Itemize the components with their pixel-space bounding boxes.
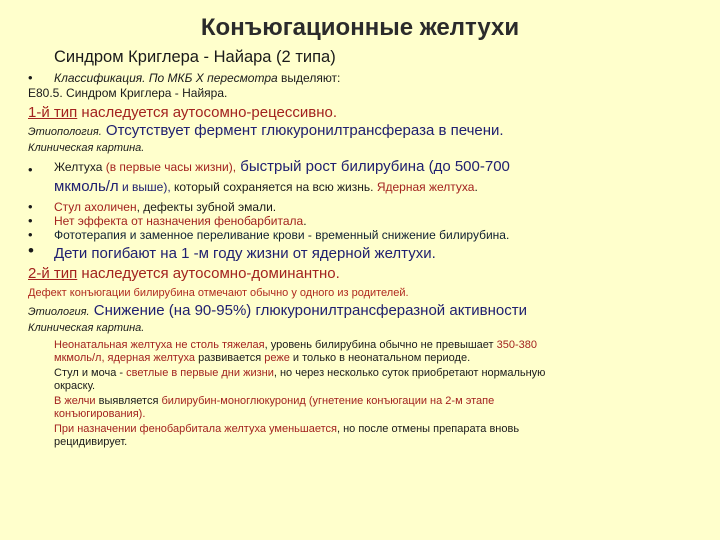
item-text: Стул и моча -: [54, 367, 127, 379]
page-title: Конъюгационные желтухи: [200, 14, 520, 41]
item-text: 350-380: [496, 339, 538, 351]
type1-item-phototherapy: Фототерапия и заменное переливание крови - временный снижение билирубина.: [54, 228, 510, 242]
type2-item-neonatal-cont: [54, 352, 470, 364]
type2-heading: [28, 265, 340, 282]
type1-item-jaundice-cont: [54, 178, 478, 196]
bullet: •: [28, 241, 34, 260]
type2-etiology: [28, 302, 527, 320]
type1-death: Дети погибают на 1 -м году жизни от ядерной желтухи.: [54, 245, 436, 262]
type2-etiology-label: Этиология.: [28, 306, 90, 318]
type2-item-phenobarbital-cont: рецидивирует.: [54, 436, 128, 448]
item-text: , но после отмены препарата вновь: [336, 423, 520, 435]
item-text: Желтуха: [54, 160, 106, 174]
classification-lead: Классификация. По МКБ X пересмотра: [54, 71, 278, 85]
page-subtitle: Синдром Криглера - Найара (2 типа): [54, 48, 336, 66]
classification-code: Е80.5. Синдром Криглера - Найяра.: [28, 86, 228, 100]
item-text: .: [303, 214, 307, 228]
item-text: мкмоль/л, ядерная желтуха: [54, 352, 196, 364]
type2-clinical-label: Клиническая картина.: [28, 322, 145, 334]
item-text: При назначении фенобарбитала желтуха уменьшается: [54, 423, 337, 435]
item-text: , дефекты зубной эмали.: [136, 200, 277, 214]
type2-etiology-text: Снижение (на 90-95%) глюкуронилтрансферазной активности: [89, 302, 528, 319]
type2-label: 2-й тип: [28, 265, 78, 282]
item-text: и только в неонатальном периоде.: [289, 352, 471, 364]
item-text: В желчи: [54, 395, 96, 407]
type1-etiology: [28, 122, 504, 140]
item-text: Нет эффекта от назначения фенобарбитала: [54, 214, 304, 228]
type1-label: 1-й тип: [28, 104, 78, 121]
type1-item-jaundice: [54, 158, 510, 176]
bullet: •: [28, 70, 33, 85]
item-text: быстрый рост билирубина (до 500-700: [236, 158, 510, 175]
type1-item-stool: [54, 200, 276, 214]
type1-clinical-label: Клиническая картина.: [28, 142, 145, 154]
type2-text: наследуется аутосомно-доминантно.: [77, 265, 340, 282]
item-text: Стул ахоличен: [54, 200, 137, 214]
item-text: , но через несколько суток приобретают нормальную: [273, 367, 546, 379]
bullet: •: [28, 199, 33, 214]
classification-line: [54, 71, 340, 85]
type2-defect: Дефект конъюгации билирубина отмечают обычно у одного из родителей.: [28, 287, 409, 299]
type1-item-phenobarbital: [54, 214, 307, 228]
item-text: (в первые часы жизни),: [105, 160, 237, 174]
item-text: и выше),: [118, 180, 171, 194]
item-text: Ядерная желтуха: [376, 180, 475, 194]
item-text: мкмоль/л: [54, 178, 119, 195]
type2-item-stool: [54, 367, 545, 379]
type2-item-phenobarbital: [54, 423, 519, 435]
item-text: развивается: [195, 352, 265, 364]
type1-etiology-label: Этиопология.: [28, 126, 102, 138]
item-text: выявляется: [95, 395, 162, 407]
type2-item-bile: [54, 395, 494, 407]
bullet: •: [28, 227, 33, 242]
type1-heading: [28, 104, 337, 121]
bullet: •: [28, 162, 33, 177]
type2-item-neonatal: [54, 339, 537, 351]
type2-item-stool-cont: окраску.: [54, 380, 96, 392]
type2-item-bile-cont: конъюгирования).: [54, 408, 146, 420]
type1-etiology-text: Отсутствует фермент глюкуронилтрансфераза в печени.: [101, 122, 504, 139]
item-text: , уровень билирубина обычно не превышает: [264, 339, 497, 351]
bullet: •: [28, 213, 33, 228]
item-text: Неонатальная желтуха не столь тяжелая: [54, 339, 265, 351]
item-text: билирубин-моноглюкуронид (угнетение конъюгации на 2-м этапе: [161, 395, 495, 407]
item-text: который сохраняется на всю жизнь.: [170, 180, 377, 194]
item-text: светлые в первые дни жизни: [126, 367, 274, 379]
item-text: .: [474, 180, 478, 194]
item-text: реже: [264, 352, 290, 364]
classification-rest: выделяют:: [277, 71, 341, 85]
type1-text: наследуется аутосомно-рецессивно.: [77, 104, 337, 121]
